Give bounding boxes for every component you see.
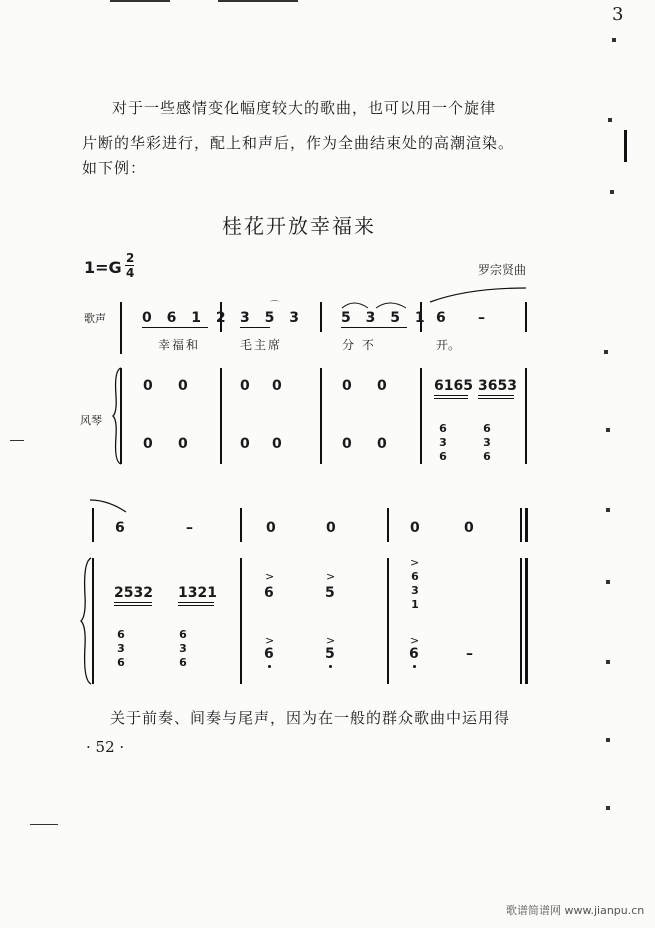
s2-vocal-4: 0 [410,520,420,536]
vocal-m2: 3 5 3 [240,310,304,326]
margin-mark [624,130,627,162]
vocal-label: 歌声 [84,312,106,325]
key-signature: 1=G [84,258,122,277]
margin-dot [606,738,610,742]
accent-mark: > [410,556,420,569]
page-number: · 52 · [86,738,125,756]
corner-mark: 3 [612,4,624,25]
acc-top-6: 6165 [434,378,473,394]
scan-mark [218,0,298,2]
margin-dot [610,190,614,194]
scan-mark [10,440,24,441]
margin-dot [604,350,608,354]
bottom-paragraph-line: 关于前奏、间奏与尾声，因为在一般的群众歌曲中运用得 [110,709,511,727]
margin-dot [606,806,610,810]
accent-mark: > [326,634,336,647]
vocal-m3: 5 3 5 1 [341,310,430,326]
accent-mark: > [265,570,275,583]
margin-dot [606,508,610,512]
acc-bottom-4: 0 [342,436,352,452]
acc-bottom-5: 0 [377,436,387,452]
acc-bottom-0: 0 [143,436,153,452]
s2-vocal-2: 0 [266,520,276,536]
acc-bottom-2: 0 [240,436,250,452]
s2-acc-top-3: 5 [325,585,335,601]
lyric-3: 分 不 [342,338,376,352]
slur-arcs [340,298,410,310]
lyric-2: 毛主席 [240,338,283,352]
acc-top-3: 0 [272,378,282,394]
lyric-4: 开。 [436,338,461,352]
vocal-m4-note: 6 [436,310,446,326]
acc-bottom-3: 0 [272,436,282,452]
s2-acc-top-2: 6 [264,585,274,601]
lyric-1: 幸福和 [158,338,201,352]
margin-dot [612,38,616,42]
chord-bottom-b: 6 3 6 [179,628,187,669]
s2-acc-bottom-0: 6 [264,646,274,662]
accent-mark: > [410,634,420,647]
chord-b: 6 3 6 [483,422,491,463]
s2-acc-top-0: 2532 [114,585,153,601]
brace [80,556,92,686]
watermark: 歌谱简谱网 www.jianpu.cn [506,904,645,917]
acc-top-1: 0 [178,378,188,394]
s2-vocal-5: 0 [464,520,474,536]
vocal-m4-dash: – [478,310,485,326]
s2-acc-top-1: 1321 [178,585,217,601]
scan-mark [30,824,58,825]
paragraph-line-2: 片断的华彩进行，配上和声后，作为全曲结束处的高潮渲染。 [82,134,515,152]
time-signature-top: 2 [126,251,135,265]
composer: 罗宗贤曲 [478,263,527,277]
score-title: 桂花开放幸福来 [222,214,376,238]
acc-top-5: 0 [377,378,387,394]
margin-dot [608,118,612,122]
tie-arc [428,284,528,304]
chord-a: 6 3 6 [439,422,447,463]
acc-top-7: 3653 [478,378,517,394]
time-signature-bottom: 4 [126,266,135,280]
s2-vocal-3: 0 [326,520,336,536]
acc-top-0: 0 [143,378,153,394]
chord-top: 6 3 1 [411,570,419,611]
s2-acc-bottom-2: 6 [409,646,419,662]
margin-dot [606,580,610,584]
accordion-label: 风琴 [80,414,102,427]
accent-mark: > [326,570,336,583]
margin-dot [606,428,610,432]
s2-acc-bottom-3: – [466,646,473,662]
paragraph-line-3: 如下例： [82,159,147,177]
vocal-m1: 0 6 1 2 [142,310,231,326]
acc-bottom-1: 0 [178,436,188,452]
accent-mark: > [265,634,275,647]
s2-vocal-1: – [186,520,193,536]
tie-arc [88,496,128,514]
scan-mark [110,0,170,2]
paragraph-line-1: 对于一些感情变化幅度较大的歌曲，也可以用一个旋律 [112,99,497,117]
s2-vocal-0: 6 [115,520,125,536]
acc-top-4: 0 [342,378,352,394]
margin-dot [606,660,610,664]
s2-acc-bottom-1: 5 [325,646,335,662]
fermata: ⌒ [270,301,280,311]
chord-bottom-a: 6 3 6 [117,628,125,669]
acc-top-2: 0 [240,378,250,394]
